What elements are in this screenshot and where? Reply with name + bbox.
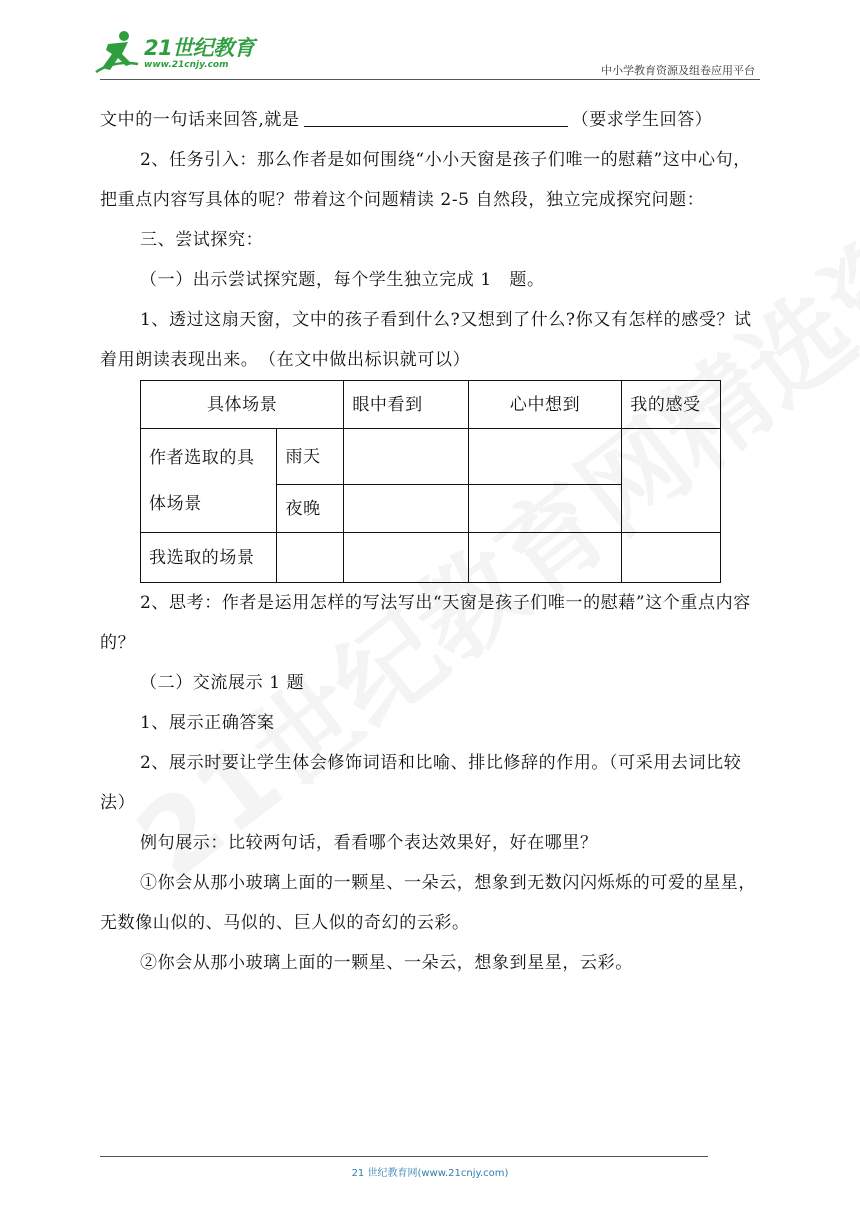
logo-url: www.21cnjy.com (144, 60, 229, 70)
table-cell-empty (277, 533, 344, 583)
header-divider (100, 79, 760, 80)
exploration-table (140, 380, 721, 583)
table-cell-night: 夜晚 (277, 485, 344, 533)
example-sentence-2: ②你会从那小玻璃上面的一颗星、一朵云，想象到星星，云彩。 (140, 953, 633, 973)
table-cell-empty (344, 533, 469, 583)
section-heading-3: 三、尝试探究： (140, 230, 264, 250)
table-header-feel: 我的感受 (622, 381, 721, 429)
table-cell-empty (468, 429, 621, 485)
table-cell-empty (622, 533, 721, 583)
example-intro: 例句展示：比较两句话，看看哪个表达效果好，好在哪里？ (140, 833, 598, 853)
question-2: 2、思考：作者是运用怎样的写法写出“天窗是孩子们唯一的慰藉”这个重点内容的？ (100, 593, 751, 653)
table-header-see: 眼中看到 (344, 381, 469, 429)
table-header-scene: 具体场景 (141, 381, 344, 429)
table-cell-empty (622, 429, 721, 533)
paragraph-answer-line: 文中的一句话来回答,就是 （要求学生回答） (100, 110, 713, 130)
table-row (141, 533, 721, 583)
question-1: 1、透过这扇天窗，文中的孩子看到什么?又想到了什么?你又有怎样的感受？试着用朗读表现出来。 （在文中做出标识就可以） (100, 310, 752, 370)
table-cell-author-scene: 作者选取的具体场景 (141, 429, 277, 533)
table-cell-empty (468, 485, 621, 533)
document-body (100, 100, 765, 983)
table-cell-empty (344, 429, 469, 485)
step-1: 1、展示正确答案 (140, 713, 275, 733)
table-cell-my-scene: 我选取的场景 (141, 533, 277, 583)
site-logo (94, 30, 264, 80)
subsection-heading-1: （一）出示尝试探究题，每个学生独立完成 1 题。 (140, 270, 545, 290)
page-footer: 21 世纪教育网(www.21cnjy.com) (351, 1168, 509, 1179)
subsection-heading-2: （二）交流展示 1 题 (140, 673, 305, 693)
step-2: 2、展示时要让学生体会修饰词语和比喻、排比修辞的作用。（可采用去词比较法） (100, 753, 742, 813)
answer-blank (304, 108, 568, 127)
page-header (0, 0, 860, 82)
table-row (141, 429, 721, 485)
table-cell-empty (344, 485, 469, 533)
header-platform-text: 中小学教育资源及组卷应用平台 (601, 64, 755, 77)
table-header-row (141, 381, 721, 429)
table-cell-rain: 雨天 (277, 429, 344, 485)
paragraph-task-intro: 2、任务引入：那么作者是如何围绕“小小天窗是孩子们唯一的慰藉”这中心句，把重点内容写具体的呢？带着这个问题精读 2-5 自然段，独立完成探究问题： (100, 150, 751, 210)
footer-divider (100, 1156, 708, 1157)
runner-logo-icon (94, 30, 142, 74)
logo-text: 21世纪教育 (144, 36, 255, 60)
example-sentence-1: ①你会从那小玻璃上面的一颗星、一朵云，想象到无数闪闪烁烁的可爱的星星，无数像山似的、马似的、巨人似的奇幻的云彩。 (100, 873, 756, 933)
table-header-think: 心中想到 (468, 381, 621, 429)
table-cell-empty (468, 533, 621, 583)
